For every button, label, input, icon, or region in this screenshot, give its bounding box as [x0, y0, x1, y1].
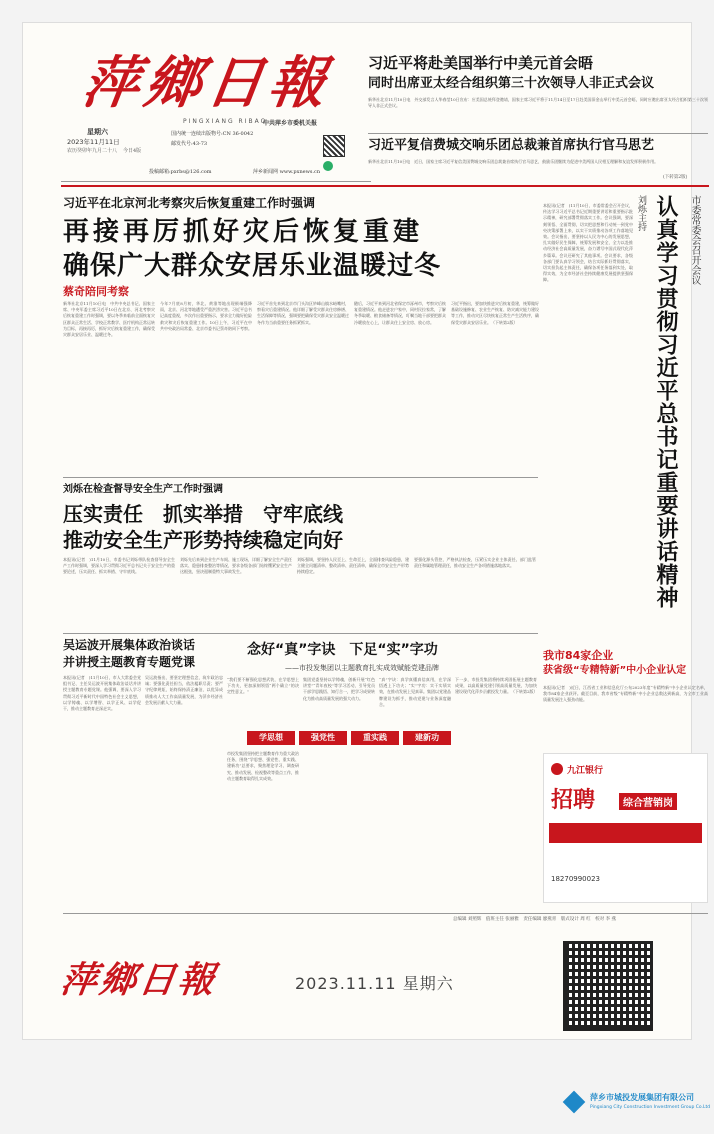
post-code: 邮发代号:43-73: [171, 141, 208, 147]
ad-recruit-word: 招聘: [551, 788, 596, 813]
top-news-page-ref: (下转第2版): [663, 175, 688, 180]
story3-headline-line2: 并讲授主题教育专题党课: [63, 655, 196, 669]
story3-headline-line1: 吴运波开展集体政治谈话: [63, 638, 196, 652]
bank-logo-icon: [551, 763, 563, 775]
news-website: 萍乡新闻网 www.pxnews.cn: [253, 169, 321, 175]
lead-headline-line2: 确保广大群众安居乐业温暖过冬: [63, 251, 442, 281]
edition-badge: 今日4版: [123, 148, 142, 154]
story4-tag-3: 重实践: [351, 731, 399, 745]
lead-headline-line1: 再接再厉抓好灾后恢复重建: [63, 217, 424, 247]
story4-body-col2: 市投发集团坚持把主题教育作为重大政治任务，围绕“学思想、强党性、重实践、建新功”总要求，聚焦理论学习、调查研究、推动发展、检视整改等重点工作，推动主题教育取得扎实成效。: [227, 751, 299, 781]
lead-body-col3: 习近平首先来到北京市门头沟区妙峰山镇水峪嘴村，察看灾后重建情况。他详细了解受灾群众住房修缮、生活保障等情况，强调要把确保受灾群众安全温暖过冬作为当前重要任务抓紧抓实。: [257, 301, 349, 325]
lead-kicker: 习近平在北京河北考察灾后恢复重建工作时强调: [63, 196, 316, 210]
story2-body-col1: 本报讯(记者 )11月10日，市委书记刘烁带队检查督导安全生产工作时强调，要深入学习贯彻习近平总书记关于安全生产的重要论述，压实责任、抓实举措、守牢底线。: [63, 557, 175, 575]
story2-headline-line2: 推动安全生产形势持续稳定向好: [63, 528, 343, 552]
top-headline-1-line2: 同时出席亚太经合组织第三十次领导人非正式会议: [368, 76, 655, 91]
story3-body-col1: 本报讯(记者 )11月10日，市人大常委会党组书记、主任吴运波开展集体政治谈话并讲授主题教育专题党课。他强调，要深入学习贯彻习近平新时代中国特色社会主义思想，以学铸魂、以学增智、以学正风、以学促干，推动主题教育走深走实。: [63, 675, 141, 712]
right-col-body: 本报讯(记者 )11月10日，市委常委会召开会议，传达学习习近平总书记近期重要讲话和重要指示批示精神，研究部署贯彻落实工作。会议强调，要深刻领悟、全面贯彻，切实把思想和行动统一到党中央决策部署上来，以实干实绩推动各项工作落地见效。会议指出，要坚持以人民为中心的发展思想，扎实做好民生保障，统筹发展和安全，全力以赴推动经济社会高质量发展，奋力谱写中国式现代化萍乡篇章。会议还研究了其他事项。会议要求，各级各部门要认真学习领会，结合实际抓好贯彻落实，切实担负起主体责任，确保各项任务落到实处，取得实效，为全市经济社会持续健康发展提供坚强保障。: [543, 203, 633, 283]
right-col-title: 认真学习贯彻习近平总书记重要讲话精神: [653, 195, 678, 609]
story4-body-col3: 集团党委坚持以学铸魂，创新开展“红色讲堂”“青年夜校”等学习活动，引导党员干部学思践悟、知行合一，把学习成果转化为推动高质量发展的强大动力。: [303, 677, 375, 701]
masthead-logo: 萍鄉日報: [78, 50, 336, 116]
top-news-divider: [368, 133, 708, 134]
masthead-weekday: 星期六: [87, 128, 108, 136]
story4-body-col1: “我们要不断强化思想武装，在学思想上下功夫，更加深刻领悟“两个确立”的决定性意义。”: [227, 677, 299, 695]
story2-body-col2: 刘烁先后来到企业生产车间、施工现场，详细了解安全生产责任落实、隐患排查整治等情况，要求各级各部门始终绷紧安全生产这根弦，坚决遏制重特大事故发生。: [180, 557, 292, 575]
footer-logo: 萍鄉日報: [58, 959, 220, 1001]
footer-rule: [63, 913, 708, 914]
ad-phone: 18270990023: [551, 875, 600, 883]
story4-tag-1: 学思想: [247, 731, 295, 745]
top-red-rule: [61, 185, 709, 187]
masthead-publisher: 中共萍乡市委机关报: [263, 120, 318, 127]
masthead-lunar: 农历癸卯年九月二十八: [67, 148, 118, 154]
story3-body-col2: 吴运波指出，要坚定理想信念，筑牢政治忠诚；要强化责任担当，依法履职尽责；要严守纪律规矩，始终保持清正廉洁，以优异成绩推动人大工作高质量发展，为萍乡经济社会发展贡献人大力量。: [145, 675, 223, 705]
story2-body-col3: 刘烁强调，要坚持人民至上、生命至上，全面排查风险隐患，建立健全问题清单、整改清单、责任清单，确保全市安全生产形势持续稳定。: [297, 557, 409, 575]
group-name-en: Pingxiang City Construction Investment Group Co.Ltd: [590, 1105, 711, 1110]
right-col-byline: 刘烁主持: [636, 195, 646, 231]
wechat-icon: [323, 161, 333, 171]
lead-subtitle: 蔡奇陪同考察: [63, 285, 129, 298]
story5-headline-line2: 获省级“专精特新”中小企业认定: [543, 665, 687, 676]
story2-body-col4: 要强化源头管控，严格执法检查，压紧压实企业主体责任、部门监管责任和属地管理责任，推动安全生产各项措施落地落实。: [414, 557, 536, 569]
story5-body: 本报讯(记者 )近日，江西省工业和信息化厅公布2023年度“专精特新”中小企业认定名单，我市84家企业获评。截至目前，我市省级“专精特新”中小企业总数达到新高，为全市工业高质量发展注入强劲动能。: [543, 685, 708, 703]
lead-divider: [63, 477, 538, 478]
lead-body-col1: 新华社北京11月10日电 中共中央总书记、国家主席、中央军委主席习近平10日在北京、河北考察灾后恢复重建工作时强调，要以冬季来临前全面恢复灾区群众正常生活、学校正常教学、医疗机构正常运转为目标，再接再厉，抓好灾后恢复重建工作，确保受灾群众安居乐业、温暖过冬。: [63, 301, 155, 338]
top-headline-2: 习近平复信费城交响乐团总裁兼首席执行官马思艺: [368, 138, 655, 153]
masthead-date: 2023年11月11日: [67, 138, 120, 146]
story2-headline-line1: 压实责任 抓实举措 守牢底线: [63, 502, 343, 526]
lead-body-col5: 习近平指出，要加快推进灾后恢复重建，统筹做好基础设施修复、农业生产恢复、防灾减灾能力建设等工作，推动灾区尽快恢复正常生产生活秩序，确保受灾群众安居乐业。（下转第2版）: [451, 301, 539, 325]
story4-body-col5: 下一步，市投发集团将持续巩固拓展主题教育成果，以高质量党建引领高质量发展，为加快建设现代化萍乡贡献投发力量。（下转第2版）: [455, 677, 538, 695]
story5-headline-line1: 我市84家企业: [543, 649, 614, 662]
lead-body-col4: 随后，习近平来到河北省保定市涿州市，考察灾后恢复重建情况。他走进农户家中，同村民拉家常，了解冬季取暖、粮食储备等情况，叮嘱当地干部要把群众冷暖放在心上，让群众住上安全房、放心房。: [354, 301, 446, 325]
ad-banner: [549, 823, 702, 843]
story4-tag-2: 强党性: [299, 731, 347, 745]
story2-kicker: 刘烁在检查督导安全生产工作时强调: [63, 484, 223, 495]
masthead-pinyin: PINGXIANG RIBAO: [183, 118, 268, 125]
footer-qr-icon: [563, 941, 653, 1031]
group-logo-icon: [563, 1091, 586, 1114]
lead-body-col2: 今年7月底8月初，华北、黄淮等地出现极端强降雨，北京、河北等地遭受严重洪涝灾害。习近平总书记高度重视，多次作出重要指示，要求全力做好抢险救灾和灾后恢复重建工作。10日上午，习近平在中共中央政治局常委、北京市委书记蔡奇陪同下考察。: [160, 301, 252, 331]
top-headline-1-line1: 习近平将赴美国举行中美元首会晤: [368, 54, 594, 72]
bank-name: 九江银行: [567, 766, 604, 776]
ad-position: 综合营销岗: [619, 793, 677, 810]
masthead-divider: [61, 181, 371, 182]
story4-tag-4: 建新功: [403, 731, 451, 745]
footer-credits: 总编辑 刘照辉 值班主任 张丽雅 责任编辑 廖燕青 版式设计 周 红 校对 李 燕: [453, 917, 617, 922]
submission-email: 投稿邮箱:pxrbs@126.com: [149, 169, 212, 175]
group-name-cn: 萍乡市城投发展集团有限公司: [590, 1093, 694, 1102]
qr-icon: [323, 135, 345, 157]
story2-divider: [63, 633, 538, 634]
newspaper-page: [22, 22, 708, 1040]
top-news-1-body: 新华社北京11月10日电 外交部发言人华春莹10日宣布：应美国总统拜登邀请，国家主席习近平将于11月14日至17日赴美国旧金山举行中美元首会晤，同时应邀出席亚太经合组织第三十次领导人非正式会议。: [368, 97, 708, 109]
story4-subtitle: ——市投发集团以主题教育扎实成效赋能党建品牌: [285, 664, 439, 672]
top-news-2-body: 新华社北京11月10日电 近日，国家主席习近平复信美国费城交响乐团总裁兼首席执行官马思艺，鼓励乐团继续为促进中美两国人民相互理解和友谊发挥积极作用。: [368, 159, 659, 164]
footer-date: 2023.11.11 星期六: [295, 974, 454, 993]
cn-code: 国内统一连续出版物号:CN 36-0042: [171, 131, 254, 137]
story4-title: 念好“真”字诀 下足“实”字功: [247, 642, 438, 658]
right-col-kicker: 市委常委会召开会议: [689, 195, 700, 285]
story4-body-col4: “真”字诀：真学真懂真信真用，在学深悟透上下功夫；“实”字功：实干实绩实效，在推动发展上见真章。集团以党建品牌建设为抓手，推动党建与业务深度融合。: [379, 677, 451, 707]
